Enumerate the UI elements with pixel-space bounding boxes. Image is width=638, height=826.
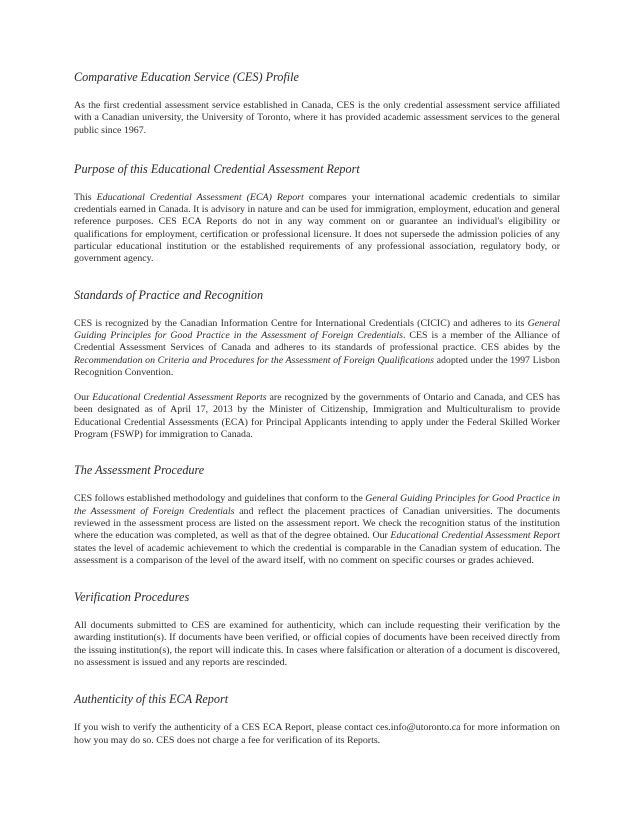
paragraph: If you wish to verify the authenticity of a CES ECA Report, please contact ces.info@utoronto.ca for more information on how you may do so. CES does not charge a fee for verification of its Reports. [74,722,560,746]
section-heading: Purpose of this Educational Credential Assessment Report [74,161,360,176]
section-assessment-procedure [74,463,560,567]
report-title-italic: Educational Credential Assessment (ECA) Report [96,191,304,203]
section-purpose [74,162,560,266]
section-heading: Standards of Practice and Recognition [74,287,264,302]
section-heading: Comparative Education Service (CES) Profile [74,70,299,84]
recommendation-italic: Recommendation on Criteria and Procedures for the Assessment of Foreign Qualifications [74,354,434,366]
section-heading: Authenticity of this ECA Report [74,692,229,707]
eca-reports-italic: Educational Credential Assessment Reports [92,392,267,404]
section-heading: The Assessment Procedure [74,463,205,478]
section-heading: Verification Procedures [74,590,190,605]
paragraph: Our Educational Credential Assessment Reports are recognized by the governments of Ontario and Canada, and CES has been designated as of April 17, 2013 by the Minister of Citizenship, Immigration and Multiculturalism to provide Educational Credential Assessments (ECA) for Principal Applicants intending to apply under the Federal Skilled Worker Program (FSWP) for immigration to Canada. [74,392,561,441]
section-authenticity [74,692,560,747]
paragraph: CES is recognized by the Canadian Information Centre for International Credentials (CICIC) and adheres to its General Guiding Principles for Good Practice in the Assessment of Foreign Credentials. CES is a member of the Alliance of Credential Assessment Services of Canada and adheres to its standards of professional practice. CES abides by the Recommendation on Criteria and Procedures for the Assessment of Foreign Qualifications adopted under the 1997 Lisbon Recognition Convention. [74,317,560,378]
section-verification [74,590,560,669]
paragraph: As the first credential assessment service established in Canada, CES is the only credential assessment service affiliated with a Canadian university, the University of Toronto, where it has provided academic assessment services to the general public since 1967. [74,100,560,136]
paragraph: CES follows established methodology and guidelines that conform to the General Guiding Principles for Good Practice in the Assessment of Foreign Credentials and reflect the placement practices of Canadian universities. The documents reviewed in the assessment process are listed on the assessment report. We check the recognition status of the institution where the education was completed, as well as that of the degree obtained. Our Educational Credential Assessment Report states the level of academic achievement to which the credential is comparable in the Canadian system of education. The assessment is a comparison of the level of the award itself, with no comment on specific courses or grades achieved. [74,493,561,566]
guiding-principles-italic: General Guiding Principles for Good Practice in the Assessment of Foreign Credentials [74,317,560,341]
eca-report-italic: Educational Credential Assessment Report [390,530,560,542]
paragraph: This Educational Credential Assessment (ECA) Report compares your international academic credentials to similar credentials earned in Canada. It is advisory in nature and can be used for immigration, employment, education and general reference purposes. CES ECA Reports do not in any way comment on or guarantee an individual's eligibility or qualifications for employment, certification or professional licensure. It does not supersede the admission policies of any particular educational institution or the established requirements of any professional association, regulatory body, or government agency. [74,191,560,265]
section-ces-profile [74,70,560,137]
section-standards [74,288,560,442]
paragraph: All documents submitted to CES are examined for authenticity, which can include requesting their verification by the awarding institution(s). If documents have been verified, or official copies of documents have been received directly from the issuing institution(s), the report will indicate this. In cases where falsification or alteration of a document is discovered, no assessment is issued and any reports are rescinded. [74,620,560,669]
guiding-principles-italic: General Guiding Principles for Good Practice in the Assessment of Foreign Credentials [74,493,561,517]
